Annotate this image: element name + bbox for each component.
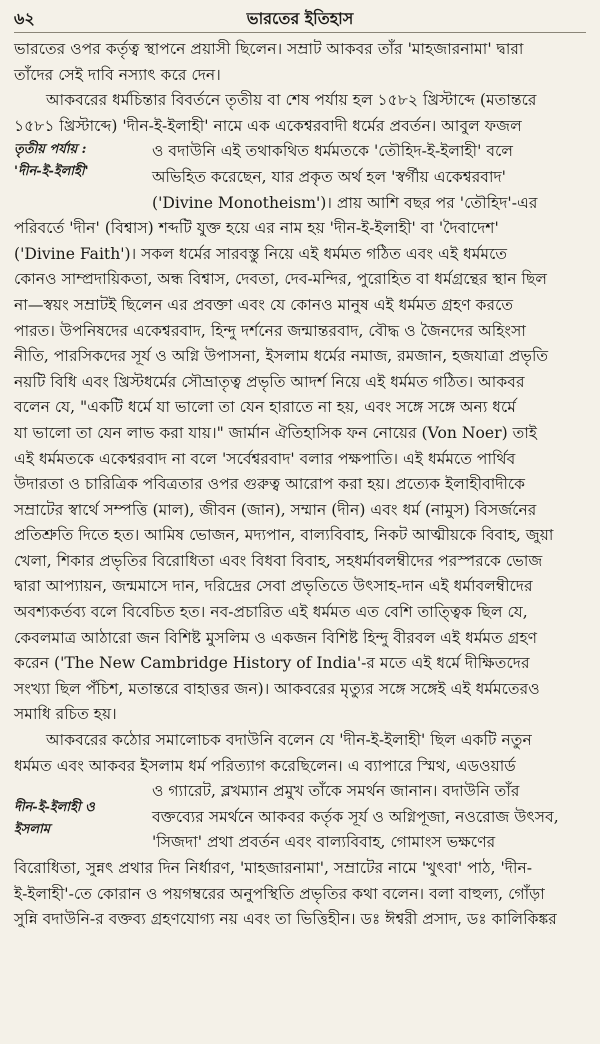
text-line: ('Divine Faith')। সকল ধর্মের সারবস্তু নিয়ে এই ধর্মমত গঠিত এবং এই ধর্মমতে — [14, 244, 508, 263]
text-line: না—স্বয়ং সম্রাটই ছিলেন এর প্রবক্তা এবং যে কোনও মানুষ এই ধর্মমত গ্রহণ করতে — [14, 295, 514, 314]
side-note-line: তৃতীয় পর্যায় : — [14, 142, 87, 158]
text-line: সম্রাটের স্বার্থে সম্পত্তি (মাল), জীবন (জান), সম্মান (দীন) এবং ধর্ম (নামুস) বিসর্জনের — [14, 500, 537, 519]
side-note-line: ইসলাম — [14, 822, 51, 838]
text-line: এই ধর্মমতকে একেশ্বরবাদ না বলে 'সর্বেশ্বরবাদ' বলার পক্ষপাতি। এই ধর্মমতে পার্থিব — [14, 449, 516, 468]
text-line: অভিহিত করেছেন, যার প্রকৃত অর্থ হল 'স্বর্গীয় একেশ্বরবাদ' — [152, 167, 506, 186]
text-line: খেলা, শিকার প্রভৃতির বিরোধিতা এবং বিধবা বিবাহ, সহধর্মাবলম্বীদের পরস্পরকে ভোজ — [14, 551, 543, 570]
body-text — [14, 37, 586, 933]
text-line: ও গ্যারেট, ব্লখম্যান প্রমুখ তাঁকে সমর্থন জানান। বদাউনি তাঁর — [152, 782, 520, 801]
text-block — [152, 139, 586, 216]
text-line: আকবরের ধর্মচিন্তার বিবর্তনে তৃতীয় বা শেষ পর্যায় হল ১৫৮২ খ্রিস্টাব্দে (মতান্তরে — [46, 91, 537, 110]
text-line: ভারতের ওপর কর্তৃত্ব স্থাপনে প্রয়াসী ছিলেন। সম্রাট আকবর তাঁর 'মাহজারনামা' দ্বারা — [14, 40, 524, 58]
text-line: বিরোধিতা, সুন্নৎ প্রথার দিন নির্ধারণ, 'মাহজারনামা', সম্রাটের নামে 'খুৎবা' পাঠ, 'দীন- — [14, 859, 533, 877]
text-line: তাঁদের সেই দাবি নস্যাৎ করে দেন। — [14, 65, 221, 84]
text-line: ('Divine Monotheism')। প্রায় আশি বছর পর 'তৌহিদ'-এর — [152, 193, 538, 212]
text-line: নীতি, পারসিকদের সূর্য ও অগ্নি উপাসনা, ইসলাম ধর্মের নমাজ, রমজান, হজযাত্রা প্রভৃতি — [14, 347, 549, 366]
text-line: নয়টি বিধি এবং খ্রিস্টধর্মের সৌভ্রাতৃত্ব প্রভৃতি আদর্শ নিয়ে এই ধর্মমত গঠিত। আকবর — [14, 372, 525, 391]
text-line: উদারতা ও চারিত্রিক পবিত্রতার ওপর গুরুত্ব আরোপ করা হয়। প্রত্যেক ইলাহীবাদীকে — [14, 475, 526, 494]
side-note-line: দীন-ই-ইলাহী ও — [14, 800, 95, 816]
text-line: করেন ('The New Cambridge History of India'-র মতে এই ধর্মে দীক্ষিতদের — [14, 654, 530, 673]
text-line: বক্তব্যের সমর্থনে আকবর কর্তৃক সূর্য ও অগ্নিপূজা, নওরোজ উৎসব, — [152, 807, 559, 826]
margin-row — [14, 139, 586, 216]
text-line: ও বদাউনি এই তথাকথিত ধর্মমতকে 'তৌহিদ-ই-ইলাহী' বলে — [152, 142, 513, 161]
text-line: 'সিজদা' প্রথা প্রবর্তন এবং বাল্যবিবাহ, গোমাংস ভক্ষণের — [152, 833, 496, 852]
side-note-third-phase — [14, 139, 152, 216]
text-line: পারত। উপনিষদের একেশ্বরবাদ, হিন্দু দর্শনের জন্মান্তরবাদ, বৌদ্ধ ও জৈনদের অহিংসা — [14, 321, 526, 340]
page-number: ৬২ — [14, 9, 35, 28]
margin-row — [14, 779, 586, 856]
text-block — [152, 779, 586, 856]
text-line: যা ভালো তা যেন লাভ করা যায়।" জার্মান ঐতিহাসিক ফন নোয়ের (Von Noer) তাই — [14, 423, 537, 442]
text-line: কেবলমাত্র আঠারো জন বিশিষ্ট মুসলিম ও একজন বিশিষ্ট হিন্দু বীরবল এই ধর্মমত গ্রহণ — [14, 628, 538, 647]
text-line: দ্বারা আপ্যায়ন, জন্মমাসে দান, দরিদ্রের সেবা প্রভৃতিতে উৎসাহ-দান এই ধর্মাবলম্বীদের — [14, 577, 533, 596]
running-title: ভারতের ইতিহাস — [246, 9, 354, 28]
text-line: প্রতিশ্রুতি দিতে হত। আমিষ ভোজন, মদ্যপান, বাল্যবিবাহ, নিকট আত্মীয়কে বিবাহ, জুয়া — [14, 526, 554, 545]
text-line: কোনও সাম্প্রদায়িকতা, অন্ধ বিশ্বাস, দেবতা, দেব-মন্দির, পুরোহিত বা ধর্মগ্রন্থের স্থান ছিল — [14, 270, 548, 289]
text-line: সংখ্যা ছিল পঁচিশ, মতান্তরে বাহাত্তর জন)। আকবরের মৃত্যুর সঙ্গে সঙ্গেই এই ধর্মমতেরও — [14, 679, 540, 698]
text-line: অবশ্যকর্তব্য বলে বিবেচিত হত। নব-প্রচারিত এই ধর্মমত এত বেশি তাত্ত্বিক ছিল যে, — [14, 603, 528, 622]
text-line: ই-ইলাহী'-তে কোরান ও পয়গম্বরের অনুপস্থিতি প্রভৃতির কথা বলেন। বলা বাহুল্য, গোঁড়া — [14, 884, 545, 903]
text-line: সুন্নি বদাউনি-র বক্তব্য গ্রহণযোগ্য নয় এবং তা ভিত্তিহীন। ডঃ ঈশ্বরী প্রসাদ, ডঃ কালিকিঙ্কর — [14, 910, 557, 929]
text-line: বলেন যে, "একটি ধর্মে যা ভালো তা যেন হারাতে না হয়, এবং সঙ্গে সঙ্গে অন্য ধর্মে — [14, 398, 516, 417]
side-note-din-ilahi-islam — [14, 779, 152, 856]
text-line: পরিবর্তে 'দীন' (বিশ্বাস) শব্দটি যুক্ত হয়ে এর নাম হয় 'দীন-ই-ইলাহী' বা 'দৈবাদেশ' — [14, 219, 499, 238]
text-line: সমাধি রচিত হয়। — [14, 705, 117, 724]
text-line: আকবরের কঠোর সমালোচক বদাউনি বলেন যে 'দীন-ই-ইলাহী' ছিল একটি নতুন — [46, 731, 532, 750]
text-line: ১৫৮১ খ্রিস্টাব্দে) 'দীন-ই-ইলাহী' নামে এক একেশ্বরবাদী ধর্মের প্রবর্তন। আবুল ফজল — [14, 116, 522, 135]
text-line: ধর্মমত এবং আকবর ইসলাম ধর্ম পরিত্যাগ করেছিলেন। এ ব্যাপারে স্মিথ, এডওয়ার্ড — [14, 756, 516, 775]
side-note-line: 'দীন-ই-ইলাহী' — [14, 164, 89, 180]
